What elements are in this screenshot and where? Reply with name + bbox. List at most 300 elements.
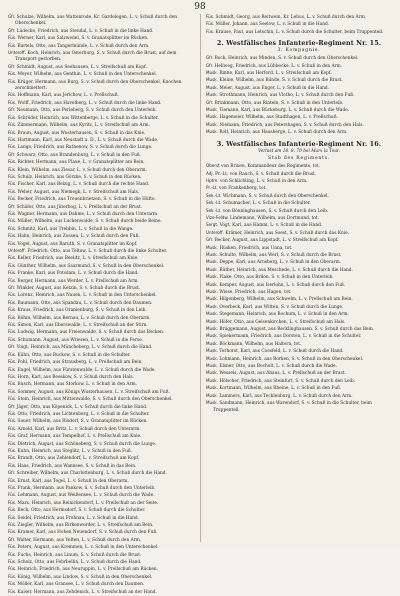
entry-rank: Füs. (8, 396, 17, 402)
entry-rank: Musk. (206, 400, 218, 406)
entry-rank: Gfr. (8, 470, 16, 476)
entry-text: Wagner, Hermann, aus Dahme, L. v. Schuß durch den Unterarm. (17, 211, 159, 217)
entry-text: von Bönninghausen, S. v. Schuß durch den Leib. (222, 208, 329, 214)
entry-text: Hagemeier, Wilhelm, aus Stadthagen, L. v. Prellschuß. (219, 115, 338, 121)
casualty-entry (8, 441, 194, 448)
entry-text: Haas, Friedrich, aus Wannsee, S. v. Schuß in das Bein. (17, 463, 137, 469)
entry-rank: Füs. (8, 425, 17, 431)
section-subheading-staff: Stab des Regiments. (267, 156, 331, 162)
entry-rank: Füs. (8, 522, 17, 528)
entry-rank: Musk. (206, 107, 218, 113)
entry-rank: Gfr. (8, 403, 16, 409)
entry-rank: Musk. (206, 333, 218, 339)
entry-rank: Musk. (206, 296, 218, 302)
casualty-entry (8, 426, 194, 433)
entry-text: Keller, Friedrich, aus Beelitz, L. v. Streifschuß am Knie. (17, 256, 139, 262)
entry-text: Baumann, Otto, aus Spandau, L. v. Schuß durch den Daumen. (17, 300, 153, 306)
entry-rank: Unteroff. (8, 248, 26, 253)
entry-rank: Füs. (8, 351, 17, 357)
entry-text: Kraus, Friedrich, aus Oranienburg, S. v. Schuß in den Leib. (17, 308, 147, 314)
entry-text: Engel, Wilhelm, aus Fürstenwalde, L. v. Schuß durch die Wade. (17, 367, 156, 373)
casualty-entry (206, 348, 392, 355)
casualty-entry (206, 85, 392, 92)
entry-rank: Musk. (206, 92, 218, 98)
entry-rank: Unteroff. (8, 50, 26, 56)
entry-text: Vogt, Karl, aus Hamm, L. v. Schuß in die Hand. (219, 223, 323, 229)
casualty-entry (206, 92, 392, 99)
entry-text: Becker, Friedrich, aus Treuenbrietzen, S. v. Schuß in die Hüfte. (17, 197, 156, 203)
casualty-entry (206, 319, 392, 326)
entry-rank: Füs. (8, 551, 17, 557)
entry-text: Schmidt, August, aus Seehausen, L. v. Streifschuß am Kopf. (16, 64, 147, 70)
entry-rank: Füs. (8, 255, 17, 261)
casualty-entry (8, 507, 194, 514)
casualty-entry (206, 378, 392, 385)
right-column (206, 14, 392, 544)
entry-rank: Füs. (8, 559, 17, 565)
casualty-entry (206, 363, 392, 370)
section-note-loss-date: Verlust am 16. 8. 70 bei Mars la Tour. (257, 148, 340, 154)
entry-rank: Füs. (8, 92, 17, 98)
entry-text: Frank, Hermann, aus Pankow, S. v. Schuß durch den Unterleib. (17, 486, 156, 491)
casualty-entry (206, 400, 392, 414)
entry-rank: Füs. (8, 477, 17, 483)
entry-text: Bartels, Otto, aus Tangermünde, L. v. Schuß durch den Arm. (17, 43, 150, 49)
entry-rank: Füs. (8, 529, 17, 535)
entry-rank: Pr.-Lt. (206, 185, 218, 191)
entry-rank: Füs. (8, 307, 17, 313)
entry-text: Schmidt, Georg, aus Reitwein, Kr. Lebus, L. v. Schuß durch den Arm. (215, 15, 367, 20)
entry-rank: Füs. (8, 196, 17, 202)
entry-text: Fuchs, Heinrich, aus Linum, S. v. Schuß durch die Brust. (17, 552, 142, 558)
entry-text: Ludwig, Hermann, aus Freienwalde, S. v. Schuß durch das Becken. (17, 330, 165, 336)
page-number: 98 (194, 2, 206, 12)
casualty-entry (8, 292, 194, 299)
entry-text: Klein, Wilhelm, aus Ziesar, L. v. Schuß durch den Oberarm. (17, 167, 147, 173)
casualty-entry (8, 285, 194, 292)
entry-text: Höfer, Otto, aus Gelsenkirchen, L. v. Streifschuß am Hals. (219, 319, 346, 325)
left-column (8, 14, 194, 595)
entry-text: Zimmermann, Wilhelm, aus Kyritz, L. v. Streifschuß am Arm. (17, 123, 150, 129)
casualty-entry (206, 114, 392, 121)
entry-rank: Füs. (8, 71, 17, 77)
entry-rank: Füs. (8, 233, 17, 239)
entry-text: Overbeck, Karl, aus Witten, S. v. Schuß durch die Lunge. (219, 304, 344, 310)
casualty-entry (206, 304, 392, 311)
entry-rank: Sek.-Lt. (206, 200, 222, 206)
entry-text: Schulze, Wilhelm, aus Wattenrode, Kr. Gardelegen, L. v. Schuß durch den Oberschenkel. (15, 15, 178, 27)
entry-rank: Füs. (8, 136, 17, 142)
casualty-entry (8, 492, 194, 499)
entry-rank: Gfr. (8, 344, 16, 350)
entry-text: Rüther, Heinrich, aus Meschede, L. v. Schuß durch die Hand. (219, 267, 353, 273)
casualty-entry (8, 322, 194, 329)
entry-rank: Musk. (206, 121, 218, 127)
entry-rank: Musk. (206, 370, 218, 376)
casualty-entry (8, 396, 194, 403)
section-entries-regiment-15 (206, 55, 392, 136)
entry-rank: Musk. (206, 266, 218, 272)
entry-text: Schwarz, Otto, aus Brandenburg, L. v. Schuß in den Fuß. (16, 152, 142, 158)
entry-rank: Füs. (8, 270, 17, 276)
entry-text: Schumacher, L. v. Schuß in die Schulter. (222, 201, 311, 207)
entry-text: Müller, Wilhelm, aus Luckenwalde, S. v. Schuß durch beide Beine. (17, 219, 162, 225)
entry-text: Lange, Friedrich, aus Rathenow, S. v. Schuß durch die Lunge. (17, 145, 153, 151)
casualty-entry (206, 282, 392, 289)
casualty-entry (8, 337, 194, 344)
entry-text: Meier, August, aus Enger, L. v. Schuß in die Hand. (219, 85, 330, 91)
casualty-entry (8, 367, 194, 374)
entry-text: Rinne, Karl, aus Herford, L. v. Streifschuß am Kopf. (219, 71, 332, 77)
entry-rank: Füs. (8, 329, 17, 335)
entry-rank: Gfr. (8, 203, 16, 209)
entry-text: Pr.-Lt. von Rauch, S. v. Schuß durch die Brust. (215, 171, 317, 177)
entry-text: Möller, Karl, aus Gransee, L. v. Schuß durch den Daumen. (17, 582, 145, 588)
casualty-entry (206, 222, 392, 229)
entry-text: Wolff, Friedrich, aus Havelberg, L. v. Schuß durch die linke Hand. (17, 100, 162, 106)
casualty-entry (206, 200, 392, 207)
entry-rank: Füs. (8, 144, 17, 150)
casualty-entry (206, 296, 392, 303)
entry-text: Neumann, Otto, aus Perleberg, S. v. Schuß durch den Unterleib. (16, 108, 157, 114)
casualty-entry (8, 552, 194, 559)
casualty-entry (8, 411, 194, 418)
entry-text: Kleine, Wilhelm, aus Bünde, S. v. Schuß durch die Brust. (219, 78, 343, 84)
entry-text: Hellweg, Friedrich, aus Lübbecke, L. v. Schuß in den Arm. (214, 63, 343, 69)
entry-text: Elsner, Otto, aus Bocholt, L. v. Schuß durch die Wade. (219, 364, 337, 370)
casualty-entry (206, 311, 392, 318)
casualty-entry (206, 385, 392, 392)
entry-rank: Oberst (206, 163, 220, 169)
entry-rank: Gfr. (206, 237, 214, 243)
entry-rank: Füs. (8, 122, 17, 128)
entry-rank: Musk. (206, 244, 218, 250)
casualty-entry (8, 574, 194, 581)
entry-rank: Gfr. (206, 55, 214, 61)
entry-rank: Füs. (8, 99, 17, 105)
entry-text: Seidel, Friedrich, aus Frohnau, L. v. Schuß in die Hand. (17, 515, 140, 521)
entry-rank: Füs. (8, 455, 17, 461)
entry-text: Brinkmann, Otto, aus Rinteln, S. v. Schuß in den Unterleib. (214, 100, 344, 106)
entry-rank: Gfr. (206, 99, 214, 105)
casualty-entry (206, 289, 392, 296)
entry-rank: Sergt. (206, 222, 219, 228)
entry-rank: Füs. (8, 314, 17, 320)
casualty-entry (8, 181, 194, 188)
entry-rank: Musk. (206, 318, 218, 324)
casualty-entry (206, 185, 392, 192)
column-divider (200, 14, 201, 542)
entry-rank: Musk. (206, 259, 218, 265)
casualty-entry (206, 237, 392, 244)
casualty-entry (8, 344, 194, 351)
casualty-entry (206, 55, 392, 62)
section-heading-regiment-16: 3. Westfälisches Infanterie-Regiment Nr. 16. (216, 139, 382, 148)
casualty-entry (8, 255, 194, 262)
entry-text: Stein, Heinrich, aus Mittenwalde, S. v. Schuß durch den Oberschenkel. (17, 397, 173, 403)
casualty-entry (8, 463, 194, 470)
casualty-entry (8, 485, 194, 492)
casualty-entry (8, 122, 194, 129)
casualty-entry (206, 370, 392, 377)
entry-rank: Musk. (206, 274, 218, 280)
entry-text: Scholz, Otto, aus Fehrbellin, L. v. Schuß durch die Hand. (17, 560, 142, 566)
casualty-entry (8, 152, 194, 159)
entry-text: Bock, Heinrich, aus Minden, S. v. Schuß durch den Oberschenkel. (214, 56, 359, 62)
entry-text: Meyer, Wilhelm, aus Genthin, L. v. Schuß in den Unterschenkel. (17, 72, 157, 78)
entry-rank: Adj. (206, 170, 214, 176)
entry-text: Ernst, Karl, aus Tegel, L. v. Schuß in den Oberarm. (17, 478, 129, 484)
casualty-entry (8, 28, 194, 35)
casualty-entry (8, 352, 194, 359)
entry-rank: Füs. (8, 277, 17, 283)
entry-rank: Musk. (206, 385, 218, 391)
entry-text: Berger, Hermann, aus Werder, L. v. Prellschuß am Arm. (17, 278, 139, 284)
entry-rank: Musk. (206, 70, 218, 76)
entry-text: Vogel, August, aus Baruth, S. v. Granatsplitter im Kopf. (17, 241, 138, 247)
casualty-entry (8, 35, 194, 42)
entry-text: Heinrich, Friedrich, aus Neuruppin, L. v. Prellschuß am Rücken. (17, 567, 159, 573)
casualty-entry (206, 100, 392, 107)
entry-rank: Gfr. (8, 285, 16, 291)
casualty-entry (8, 559, 194, 566)
entry-text: Brandt, Otto, aus Zehlendorf, L. v. Streifschuß am Kopf. (17, 456, 140, 462)
entry-text: Niemann, Friedrich, aus Petershagen, S. v. Schuß durch den Hals. (219, 122, 364, 128)
casualty-entry (8, 189, 194, 196)
entry-text: Terhorst, Karl, aus Coesfeld, L. v. Schuß durch die Hand. (219, 349, 344, 355)
casualty-entry (206, 326, 392, 333)
casualty-entry (8, 359, 194, 366)
casualty-entry (206, 14, 392, 21)
casualty-entry (206, 122, 392, 129)
entry-rank: Musk. (206, 303, 218, 309)
entry-text: Jäger, Otto, aus Köpenick, L. v. Schuß durch die linke Hand. (16, 404, 148, 410)
casualty-entry (8, 43, 194, 50)
casualty-entry (8, 381, 194, 388)
entry-rank: Füs. (8, 240, 17, 246)
entry-text: Stegemann, Heinrich, aus Bochum, L. v. Schuß in den Arm. (219, 312, 349, 318)
entry-text: Sommer, August, aus Königs Wusterhausen, L. v. Streifschuß am Fuß. (17, 389, 170, 395)
casualty-entry (8, 315, 194, 322)
entry-text: Lorenz, Heinrich, aus Nauen, L. v. Schuß in den Unterschenkel. (17, 293, 157, 299)
casualty-entry (8, 241, 194, 248)
casualty-entry (206, 341, 392, 348)
casualty-entry (8, 470, 194, 477)
entry-text: Hilgenberg, Wilhelm, aus Schwelm, L. v. Prellschuß am Bein. (219, 297, 353, 303)
entry-text: Kramer, Karl, aus Hohen Neuendorf, S. v. Schuß durch den Fuß. (17, 530, 158, 536)
entry-rank: Füs. (8, 447, 17, 453)
entry-rank: Füs. (8, 159, 17, 165)
casualty-entry (8, 174, 194, 181)
entry-text: Lindemann, Wilhelm, aus Dortmund, tot. (230, 215, 320, 221)
section-subheading-company: 3. Kompagnie. (277, 48, 321, 54)
casualty-entry (206, 193, 392, 200)
casualty-entry (8, 300, 194, 307)
entry-rank: Musk. (206, 340, 218, 346)
entry-text: Schumann, August, aus Wriezen, L. v. Schuß in die Ferse. (17, 337, 144, 343)
casualty-entry (206, 252, 392, 259)
entry-text: Müller, Johann, aus Seelow, L. v. Schuß in die Hand. (215, 22, 330, 28)
casualty-entry (8, 404, 194, 411)
casualty-entry (8, 307, 194, 314)
entry-text: Krämer, Heinrich, aus Soest, S. v. Schuß durch das Knie. (225, 230, 350, 236)
entry-text: Arnold, Karl, aus Britz, L. v. Schuß durch den Unterarm. (17, 426, 141, 432)
entry-text: Lehmann, August, aus Weißensee, L. v. Schuß durch die Wade. (17, 493, 155, 499)
entry-rank: Füs. (8, 388, 17, 394)
entry-rank: Füs. (8, 181, 17, 187)
entry-text: Deppe, Karl, aus Arnsberg, L. v. Schuß in den Oberarm. (219, 260, 342, 266)
entry-rank: Unteroff. (206, 229, 224, 235)
entry-text: Franke, Karl, aus Potsdam, L. v. Schuß durch die Hand. (17, 271, 139, 277)
casualty-entry (206, 333, 392, 340)
casualty-entry (8, 529, 194, 536)
entry-text: Horn, Karl, aus Beeskow, S. v. Schuß durch den Hals. (17, 374, 134, 380)
entry-text: Pohl, Friedrich, aus Strausberg, L. v. Prellschuß am Bein. (17, 360, 143, 366)
entry-text: Hoffmann, Karl, aus Jerichow, L. v. Prellschuß. (17, 93, 119, 99)
entry-text: Weber, August, aus Niemegk, L. v. Streifschuß am Hals. (17, 189, 140, 195)
entry-text: Hartmann, Karl, aus Neustadt a. D., L. v. Schuß durch die Wade. (17, 137, 159, 143)
entry-rank: Füs. (8, 114, 17, 120)
entry-rank: Füs. (8, 381, 17, 387)
entry-rank: Füs. (8, 262, 17, 268)
entry-text: Winkler, August, aus Ketzin, S. v. Schuß durch die Brust. (16, 286, 141, 292)
entry-text: Schulte, Wilhelm, aus Werl, S. v. Schuß durch die Brust. (219, 252, 342, 258)
entry-text: Marx, Heinrich, aus Reinickendorf, L. v. Prellschuß an der Seite. (17, 500, 159, 506)
entry-rank: Gfr. (206, 62, 214, 68)
casualty-entry (8, 196, 194, 203)
casualty-entry (206, 129, 392, 136)
entry-text: Böckmann, Wilhelm, aus Haltern, tot. (219, 341, 302, 347)
entry-rank: Füs. (8, 359, 17, 365)
entry-rank: Gfr. (8, 107, 16, 113)
entry-rank: Musk. (206, 363, 218, 369)
casualty-entry (206, 274, 392, 281)
entry-rank: Musk. (206, 114, 218, 120)
entry-text: Kortmann, Wilhelm, aus Rheine, L. v. Schuß in den Fuß. (219, 386, 342, 392)
entry-text: Lohmann, Heinrich, aus Borken, S. v. Schuß in den Oberschenkel. (219, 356, 364, 362)
entry-text: Werner, Karl, aus Salzwedel, S. v. Granatsplitter im Rücken. (17, 36, 149, 42)
entry-rank: Musk. (206, 326, 218, 332)
casualty-entry (8, 71, 194, 78)
casualty-entry (8, 270, 194, 277)
casualty-entry (8, 233, 194, 240)
casualty-entry (8, 159, 194, 166)
entry-rank: Füs. (8, 573, 17, 579)
casualty-entry (8, 204, 194, 211)
entry-text: Schreiber, Wilhelm, aus Charlottenburg, L. v. Schuß durch die Hand. (16, 471, 167, 477)
entry-rank: Füs. (8, 336, 17, 342)
entry-rank: Füs. (8, 188, 17, 194)
entry-text: Fischer, Karl, aus Belzig, L. v. Schuß durch die rechte Hand. (17, 182, 150, 188)
casualty-entry (206, 63, 392, 70)
entry-rank: Füs. (8, 588, 17, 594)
casualty-entry (8, 64, 194, 71)
entry-text: Schmitz, Karl, aus Trebbin, L. v. Schuß in die Wange. (17, 226, 134, 232)
entry-text: Strothmann, Heinrich, aus Vlotho, L. v. Schuß durch den Fuß. (219, 93, 355, 99)
entry-text: Hüsken, Friedrich, aus Unna, tot. (219, 245, 293, 251)
entry-text: Flake, Otto, aus Brilon, S. v. Schuß in den Unterleib. (219, 275, 334, 281)
casualty-entry (206, 77, 392, 84)
entry-rank: Musk. (206, 377, 218, 383)
casualty-entry (8, 566, 194, 573)
casualty-entry (8, 50, 194, 64)
entry-rank: Musk. (206, 84, 218, 90)
entry-text: Lüdecke, Friedrich, aus Stendal, L. v. Schuß in die linke Hand. (16, 28, 154, 34)
entry-rank: Füs. (8, 78, 17, 84)
entry-rank: Füs. (8, 410, 17, 416)
casualty-entry (206, 356, 392, 363)
entry-rank: Füs. (8, 499, 17, 505)
entry-text: Braun, August, aus Wusterhausen, S. v. Schuß in das Knie. (17, 130, 146, 136)
casualty-entry (8, 278, 194, 285)
entry-rank: Musk. (206, 355, 218, 361)
entry-text: Spiekermann, Friedrich, aus Dorsten, L. v. Schuß in die Schulter. (219, 334, 362, 340)
entry-text: König, Wilhelm, aus Lindow, S. v. Schuß in den Oberschenkel. (17, 574, 153, 580)
entry-text: Lammers, Karl, aus Tecklenburg, L. v. Schuß durch den Arm. (219, 393, 353, 399)
entry-rank: Musk. (206, 129, 218, 135)
casualty-entry (8, 100, 194, 107)
entry-rank: Füs. (8, 366, 17, 372)
entry-text: Simon, Karl, aus Eberswalde, L. v. Streifschuß an der Stirn. (17, 323, 148, 329)
entry-rank: Gfr. (8, 151, 16, 157)
casualty-entry (206, 29, 392, 36)
casualty-entry (8, 589, 194, 596)
entry-text: Sandmann, Heinrich, aus Warendorf, S. v. Schuß in die Schulter, beim Truppenteil. (213, 401, 372, 413)
entry-text: Günther, Wilhelm, aus Saarmund, S. v. Schuß in den Oberschenkel. (17, 263, 165, 269)
entry-rank: Musk. (206, 289, 218, 294)
entry-text: Brüggemann, August, aus Recklinghausen, S. v. Schuß durch das Bein. (219, 327, 375, 333)
casualty-entry (8, 522, 194, 529)
entry-text: Wichmann, S. v. Schuß durch den Oberschenkel. (222, 193, 329, 199)
entry-text: Hahn, Heinrich, aus Zossen, L. v. Schuß durch den Fuß. (17, 234, 140, 240)
entry-text: Walter, Hermann, aus Velten, L. v. Schuß durch den Arm. (16, 537, 142, 543)
entry-rank: Musk. (206, 311, 218, 317)
entry-rank: Füs. (8, 173, 17, 179)
entry-rank: Sek.-Lt. (206, 192, 222, 198)
entry-rank: Füs. (8, 35, 17, 41)
entry-rank: Vize-Feldw. (206, 214, 229, 220)
entry-text: Krüger, Hermann, aus Burg, S. v. Schuß durch den Oberschenkel, Knochen zerschmettert. (15, 79, 182, 92)
entry-text: Ziegler, Wilhelm, aus Birkenwerder, L. v. Streifschuß am Bein. (17, 523, 154, 529)
entry-text: Böhm, Wilhelm, aus Bernau, L. v. Schuß durch den Oberarm. (17, 315, 151, 321)
entry-rank: Füs. (8, 581, 17, 587)
entry-rank: Füs. (8, 514, 17, 520)
entry-rank: Füs. (8, 322, 17, 328)
entry-text: Sauer, Wilhelm, aus Rixdorf, S. v. Granatsplitter im Rücken. (17, 419, 148, 425)
entry-text: Rolf, Heinrich, aus Hausberge, L. v. Schuß durch den Arm. (219, 130, 348, 136)
entry-rank: Füs. (8, 210, 17, 216)
entry-text: Kemper, August, aus Iserlohn, L. v. Schuß durch den Fuß. (219, 282, 346, 288)
casualty-entry (206, 21, 392, 28)
entry-text: Kühn, Otto, aus Buckow, S. v. Schuß in die Schulter. (17, 352, 131, 358)
casualty-entry (206, 70, 392, 77)
entry-text: Kuhn, Heinrich, aus Steglitz, L. v. Schuß in den Fuß. (17, 448, 133, 454)
entry-rank: Füs. (8, 544, 17, 550)
casualty-entry (8, 218, 194, 225)
entry-rank: Füs. (8, 42, 17, 48)
entry-text: Otto, Friedrich, aus Lichtenberg, L. v. Schuß in die Schulter. (17, 411, 150, 417)
casualty-entry (8, 389, 194, 396)
casualty-entry (8, 448, 194, 455)
casualty-entry (206, 178, 392, 185)
entry-rank: Füs. (8, 373, 17, 379)
entry-rank: Füs. (8, 433, 17, 439)
section-entries-regiment-16 (206, 163, 392, 414)
entry-text: von Frankenberg, tot. (219, 186, 267, 192)
casualty-entry (8, 500, 194, 507)
casualty-entry (8, 329, 194, 336)
casualty-entry (8, 211, 194, 218)
